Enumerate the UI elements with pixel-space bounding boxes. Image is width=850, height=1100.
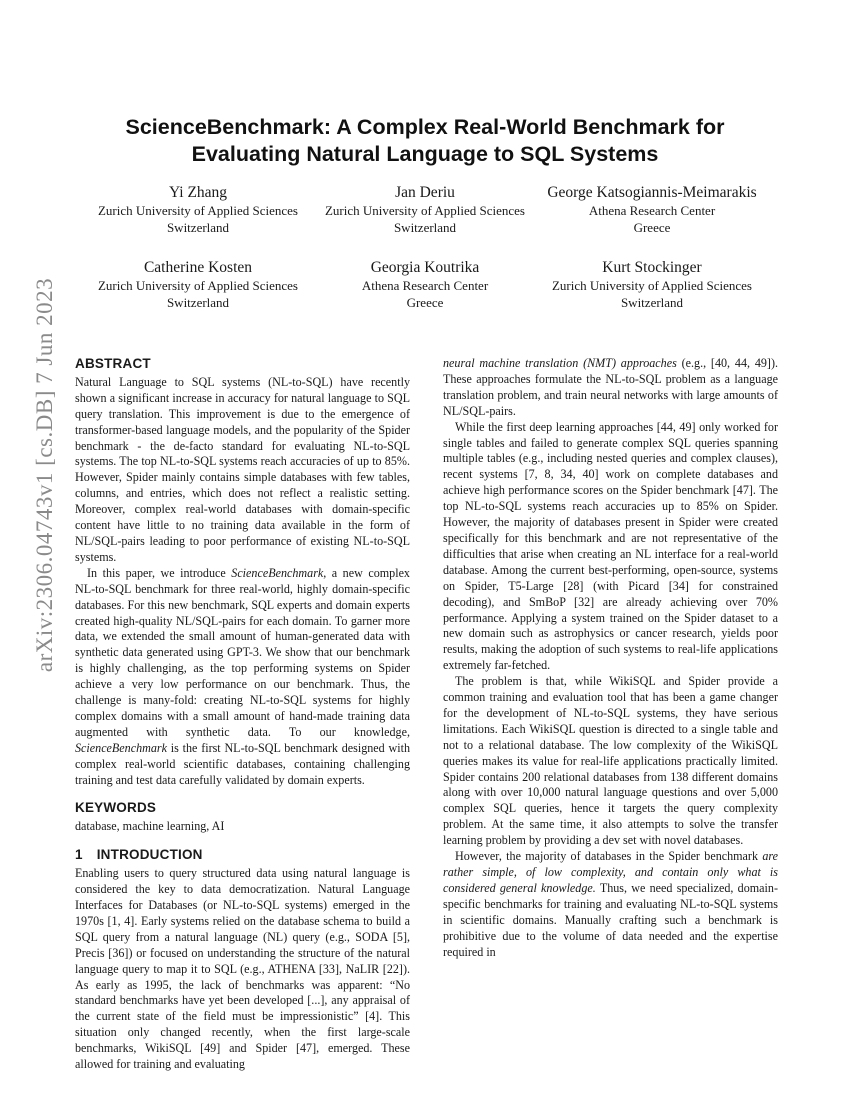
text-run: , a new complex NL-to-SQL benchmark for three real-world, highly domain-specific databases. For this new benchmark, SQL experts and domain experts created high-quality NL/SQL-pairs for each domain. To garner more data, we extended the small amount of human-generated data with synthetic data generated using GPT-3. We show that our benchmark is highly challenging, as the top performing systems on Spider achieve a very low performance on our benchmark. Thus, the challenge is many-fold: creating NL-to-SQL systems for highly complex domains with a small amount of hand-made training data augmented with synthetic data. To our knowledge, (75, 565, 410, 739)
keywords-text: database, machine learning, AI (75, 819, 225, 834)
author-affiliation: Athena Research Center (361, 278, 489, 293)
author-affiliation: Zurich University of Applied Sciences (324, 203, 525, 218)
arxiv-side-label (20, 277, 70, 673)
author-block (85, 183, 765, 311)
author-row-2 (85, 258, 765, 311)
author-name: Georgia Koutrika (370, 259, 480, 276)
text-run: In this paper, we introduce (87, 565, 232, 580)
paper-title: ScienceBenchmark: A Complex Real-World Benchmark for Evaluating Natural Language to SQL Systems (125, 115, 725, 166)
intro-paragraph-4 (443, 849, 778, 960)
author-entry (312, 258, 538, 311)
author-country: Switzerland (166, 294, 230, 310)
author-affiliation: Zurich University of Applied Sciences (97, 203, 298, 218)
abstract-heading: ABSTRACT (75, 356, 151, 371)
keywords-heading: KEYWORDS (75, 800, 157, 816)
author-name: Jan Deriu (395, 184, 455, 201)
text-run: However, the majority of databases in the Spider benchmark (455, 849, 763, 864)
author-affiliation: Zurich University of Applied Sciences (551, 278, 752, 293)
intro-paragraph-1 (75, 866, 410, 1073)
section-title: INTRODUCTION (96, 847, 203, 863)
section-number: 1 (75, 847, 83, 863)
text-run: While the first deep learning approaches [44, 49] only worked for single tables and failed to generate complex SQL queries spanning multiple tables (e.g., including nested queries and complex clauses), recent systems [7, 8, 34, 40] work on complete databases and achieve high performance scores on the Spider benchmark [47]. The top NL-to-SQL systems reach accuracies up to 85% on Spider. However, the majority of databases present in Spider were created specifically for this benchmark and are not representative of the difficulties that arise when creating an NL interface for a real-world database. Among the current best-performing, open-source, systems on Spider, T5-Large [28] (with Picard [34] for constrained decoding), and SmBoP [32] are already achieving over 70% performance. Applying a system trained on the Spider dataset to a new domain such as astrophysics or cancer research, yields poor results, making the adoption of such systems to real-life applications extremely far-fetched. (443, 419, 778, 673)
author-entry (85, 183, 311, 236)
author-country: Switzerland (620, 294, 684, 310)
author-entry (312, 183, 538, 236)
author-country: Greece (633, 219, 671, 235)
text-run: Enabling users to query structured data using natural language is considered the key to data democratization. Natural Language Interfaces for Databases (or NL-to-SQL systems) emerged in the 1970s [1, 4]. Early systems relied on the database schema to build a SQL query from a natural language (NL) query (e.g., SODA [5], Precis [36]) or focused on understanding the structure of the natural language query to map it to SQL (e.g., ATHENA [33], NaLIR [22]). As early as 1995, the lack of benchmarks was apparent: “No standard benchmarks have yet been developed [...], any appraisal of the current state of the field must be impressionistic” [4]. This situation only changed recently, when the first large-scale benchmarks, WikiSQL [49] and Spider [47], emerged. These allowed for training and evaluating (75, 866, 410, 1072)
author-row-1 (85, 183, 765, 236)
author-country: Greece (406, 294, 444, 310)
section-heading-introduction (75, 847, 410, 863)
left-column (75, 356, 410, 1073)
right-column (443, 356, 778, 960)
author-name: Kurt Stockinger (602, 259, 702, 276)
abstract-paragraph-1: Natural Language to SQL systems (NL-to-SQL) have recently shown a significant increase in accuracy for natural language to SQL query translation. This improvement is due to the emergence of transformer-based language models, and the popularity of the Spider benchmark - the de-facto standard for evaluating NL-to-SQL systems. The top NL-to-SQL systems reach accuracies of up to 85%. However, Spider mainly contains simple databases with few tables, columns, and entries, which does not reflect a realistic setting. Moreover, complex real-world databases with domain-specific content have little to no training data available in the form of NL/SQL-pairs leading to poor performance of existing NL-to-SQL systems. (75, 374, 410, 564)
text-run: Thus, we need specialized, domain-specific benchmarks for training and evaluating NL-to-SQL systems in scientific domains. Manually crafting such a benchmark is prohibitive due to the volume of data needed and the expertise required in (443, 880, 778, 959)
intro-paragraph-3 (443, 674, 778, 849)
author-entry (539, 183, 765, 236)
author-country: Switzerland (393, 219, 457, 235)
author-affiliation: Zurich University of Applied Sciences (97, 278, 298, 293)
emphasis-text: ScienceBenchmark (75, 740, 167, 755)
arxiv-identifier: arXiv:2306.04743v1 [cs.DB] 7 Jun 2023 (32, 277, 58, 673)
author-name: Yi Zhang (168, 184, 228, 201)
author-name: Catherine Kosten (143, 259, 253, 276)
intro-paragraph-2 (443, 420, 778, 675)
author-country: Switzerland (166, 219, 230, 235)
author-entry (85, 258, 311, 311)
abstract-paragraph-2 (75, 566, 410, 789)
text-run: (e.g., [40, 44, 49]). These approaches formulate the NL-to-SQL problem as a language translation problem, and train neural networks with large amounts of NL/SQL-pairs. (443, 356, 778, 418)
emphasis-text: neural machine translation (NMT) approaches (443, 356, 677, 370)
intro-paragraph-1-continued (443, 356, 778, 420)
author-affiliation: Athena Research Center (588, 203, 716, 218)
emphasis-text: ScienceBenchmark (231, 565, 324, 580)
text-run: is the first NL-to-SQL benchmark designed with complex real-world scientific databases, containing challenging training and test data carefully validated by domain experts. (75, 740, 410, 787)
author-name: George Katsogiannis-Meimarakis (547, 184, 757, 201)
emphasis-text: are rather simple, of low complexity, and contain only what is considered general knowledge. (443, 849, 778, 895)
text-run: The problem is that, while WikiSQL and Spider provide a common training and evaluation tool that has been a game changer for the development of NL-to-SQL systems, they have serious limitations. Each WikiSQL question is directed to a single table and not to a relational database. The low complexity of the WikiSQL queries makes its value for real-life applications practically limited. Spider contains 200 relational databases from 138 different domains along with over 10,000 natural language questions and over 5,000 complex SQL queries, hence it targets the query complexity problem. At the same time, it also attempts to solve the transfer learning problem by providing a dev set with novel databases. (443, 674, 778, 848)
author-entry (539, 258, 765, 311)
